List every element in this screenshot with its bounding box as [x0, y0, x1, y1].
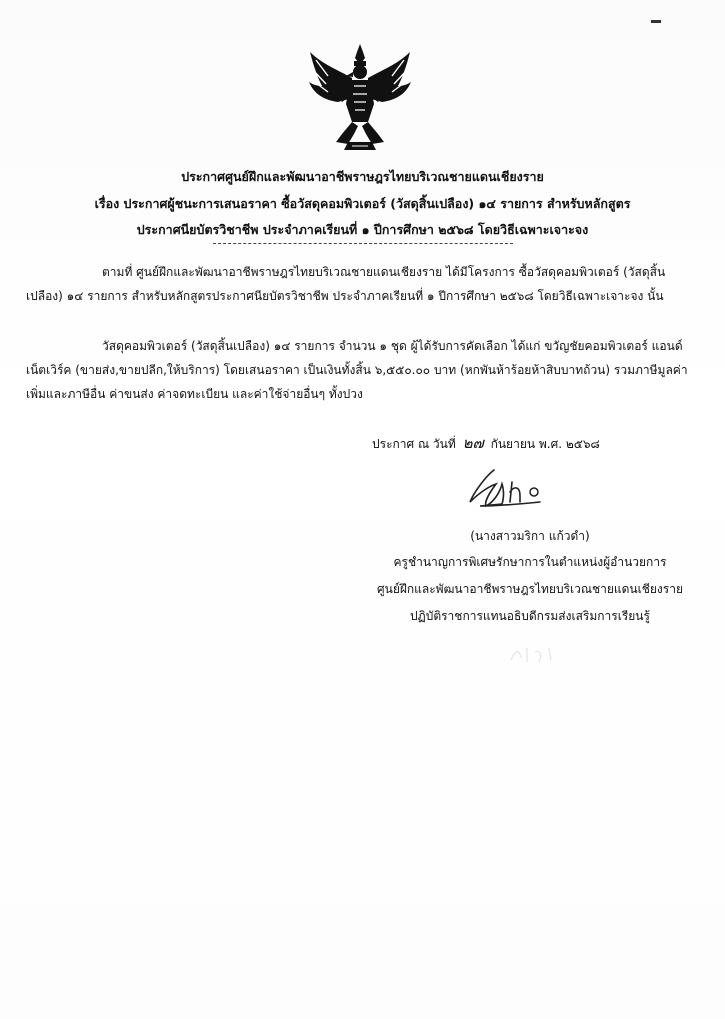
signatory-name: (นางสาวมริกา แก้วดำ)	[470, 529, 590, 543]
body-paragraph-2: วัสดุคอมพิวเตอร์ (วัสดุสิ้นเปลือง) ๑๔ รายการ จำนวน ๑ ชุด ผู้ได้รับการคัดเลือก ได้แก่ ขวัญชัยคอมพิวเตอร์ แอนด์ เน็ตเวิร์ค (ขายส่ง,ขายปลีก,ให้บริการ) โดยเสนอราคา เป็นเงินทั้งสิ้น ๖,๕๕๐.๐๐ บาท (หกพันห้าร้อยห้าสิบบาทถ้วน) รวมภาษีมูลค่าเพิ่มและภาษีอื่น ค่าขนส่ง ค่าจดทะเบียน และค่าใช้จ่ายอื่นๆ ทั้งปวง	[26, 339, 688, 401]
signatory-acting-for: ปฏิบัติราชการแทนอธิบดีกรมส่งเสริมการเรียนรู้	[410, 609, 650, 623]
date-suffix: กันยายน พ.ศ. ๒๕๖๘	[490, 437, 600, 451]
date-prefix: ประกาศ ณ วันที่	[372, 437, 456, 451]
header-line-2: เรื่อง ประกาศผู้ชนะการเสนอราคา ซื้อวัสดุคอมพิวเตอร์ (วัสดุสิ้นเปลือง) ๑๔ รายการ สำหรับหลักสูตร	[94, 196, 631, 211]
scan-speck	[651, 20, 661, 23]
handwritten-signature-icon	[460, 462, 580, 512]
garuda-emblem-icon	[308, 42, 412, 152]
faint-stamp-mark	[505, 640, 565, 668]
signatory-organization: ศูนย์ฝึกและพัฒนาอาชีพราษฎรไทยบริเวณชายแดนเชียงราย	[377, 582, 683, 596]
header-line-1: ประกาศศูนย์ฝึกและพัฒนาอาชีพราษฎรไทยบริเวณชายแดนเชียงราย	[181, 169, 544, 184]
header-line-3: ประกาศนียบัตรวิชาชีพ ประจำภาคเรียนที่ ๑ ปีการศึกษา ๒๕๖๘ โดยวิธีเฉพาะเจาะจง	[136, 222, 589, 237]
body-paragraph-1: ตามที่ ศูนย์ฝึกและพัฒนาอาชีพราษฎรไทยบริเวณชายแดนเชียงราย ได้มีโครงการ ซื้อวัสดุคอมพิวเตอร์ (วัสดุสิ้นเปลือง) ๑๔ รายการ สำหรับหลักสูตรประกาศนียบัตรวิชาชีพ ประจำภาคเรียนที่ ๑ ปีการศึกษา ๒๕๖๘ โดยวิธีเฉพาะเจาะจง นั้น	[26, 265, 666, 303]
announcement-date	[372, 431, 600, 455]
header-divider	[213, 243, 513, 244]
date-day: ๒๗	[462, 434, 484, 452]
signatory-position: ครูชำนาญการพิเศษรักษาการในตำแหน่งผู้อำนวยการ	[393, 555, 667, 569]
